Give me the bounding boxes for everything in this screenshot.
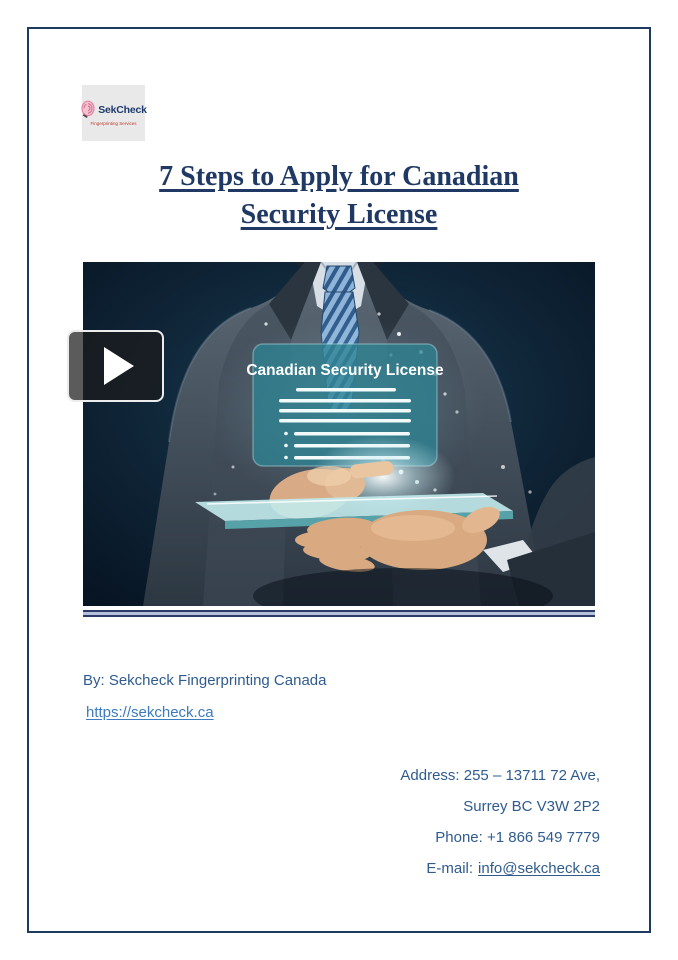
email-line xyxy=(400,853,600,884)
email-link[interactable]: info@sekcheck.ca xyxy=(478,860,600,877)
logo-tagline: Fingerprinting Services xyxy=(90,121,137,126)
email-label: E-mail: xyxy=(426,860,474,877)
title-line-2: Security License xyxy=(240,199,438,230)
byline-text: By: Sekcheck Fingerprinting Canada xyxy=(83,672,327,689)
video-thumbnail[interactable] xyxy=(83,262,595,606)
title-line-1: 7 Steps to Apply for Canadian xyxy=(159,161,519,192)
hologram-title: Canadian Security License xyxy=(246,362,444,379)
video-play-button[interactable] xyxy=(67,330,164,402)
page-title xyxy=(0,158,678,234)
video-still-image xyxy=(83,262,595,606)
logo-brand-text: SekCheck xyxy=(98,104,147,116)
contact-block xyxy=(400,760,600,884)
address-line-1: Address: 255 – 13711 72 Ave, xyxy=(400,767,600,784)
company-logo xyxy=(82,85,145,141)
fingerprint-icon xyxy=(80,100,96,120)
address-line-2: Surrey BC V3W 2P2 xyxy=(463,798,600,815)
section-divider xyxy=(83,610,595,617)
play-icon xyxy=(104,347,134,385)
phone-line: Phone: +1 866 549 7779 xyxy=(435,829,600,846)
website-link[interactable]: https://sekcheck.ca xyxy=(86,704,214,721)
